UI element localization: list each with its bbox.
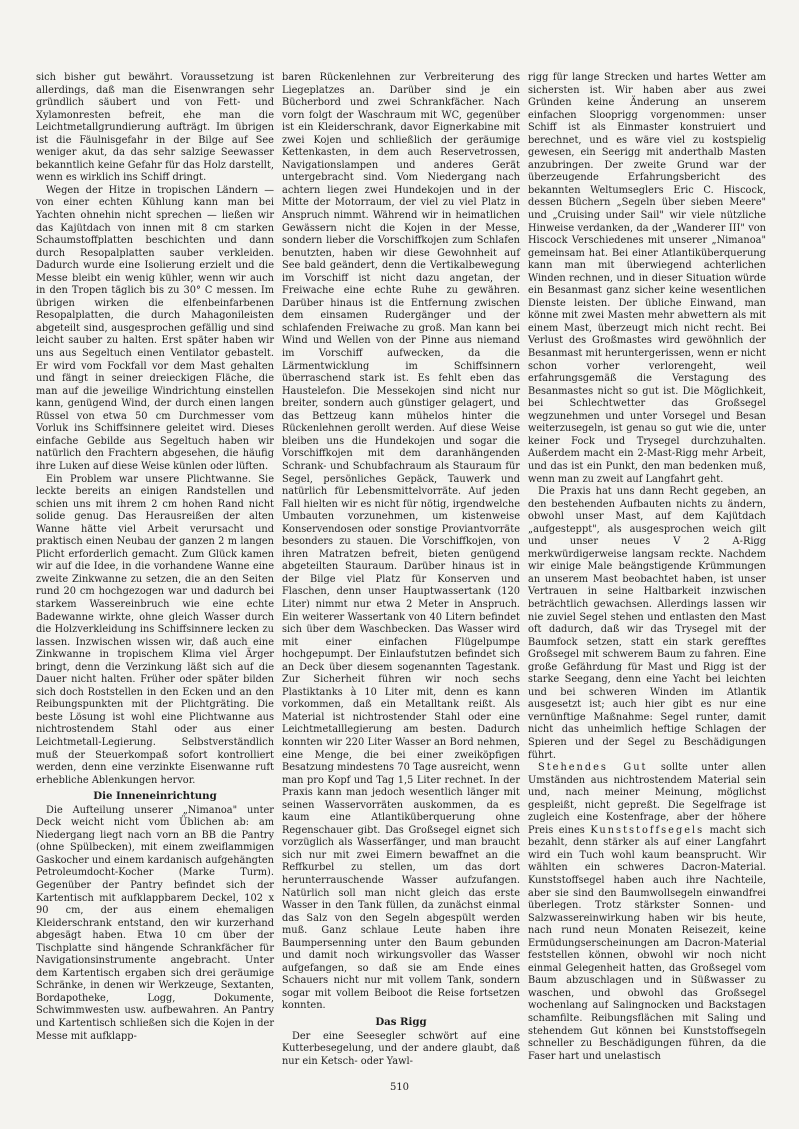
section-heading-rigg: Das Rigg: [375, 1016, 427, 1029]
paragraph: rigg für lange Strecken und hartes Wetter am sichersten ist. Wir haben aber aus zwei Gründen keine Änderung an unserem einfachen Slooprigg vorgenommen: unser Schiff ist als Einmaster konstruiert und berechnet, und es wäre viel zu kostspielig gewesen, ein Seerigg mit anderthalb Masten anzubringen. Der zweite Grund war der überzeugende Erfahrungsbericht des bekannten Weltumseglers Eric C. Hiscock, dessen Büchern „Segeln über sieben Meere" und „Cruising under Sail" wir viele nützliche Hinweise verdanken, da der „Wanderer III" von Hiscock Verschiedenes mit unserer „Nimanoa" gemeinsam hat. Bei einer Atlantiküberquerung kann man mit überwiegend achterlichen Winden rechnen, und in dieser Situation würde ein Besanmast ganz sicher keine wesentlichen Dienste leisten. Der übliche Einwand, man könne mit zwei Masten mehr abwettern als mit einem Mast, überzeugt mich nicht recht. Bei Verlust des Großmastes wird gewöhnlich der Besanmast mit heruntergerissen, wenn er nicht schon vorher verlorengeht, weil erfahrungsgemäß die Verstagung des Besanmastes nicht so gut ist. Die Möglichkeit, bei Schlechtwetter das Großsegel wegzunehmen und unter Vorsegel und Besan weiterzusegeln, ist genau so gut wie die, unter keiner Fock und Trysegel durchzuhalten. Außerdem macht ein 2-Mast-Rigg mehr Arbeit, und das ist ein Punkt, den man bedenken muß, wenn man zu zweit auf Langfahrt geht.: [528, 72, 766, 485]
text-run: sollte unter allen Umständen aus nichtrostendem Material sein und, nach meiner Meinung, möglichst gespleißt, nicht gepreßt. Die Segelfrage ist zugleich eine Kostenfrage, aber der höhere Preis eines: [528, 762, 766, 836]
paragraph: Wegen der Hitze in tropischen Ländern — von einer echten Kühlung kann man bei Yachten ohnehin nicht sprechen — ließen wir das Kajütdach von innen mit 8 cm starken Schaumstoffplatten beschichten und dann durch Resopalplatten sauber verkleiden. Dadurch wurde eine Isolierung erzielt und die Messe bleibt ein wenig kühler, wenn wir auch in den Tropen täglich bis zu 30° C messen. Im übrigen wirken die elfenbeinfarbenen Resopalplatten, die durch Mahagonileisten abgeteilt sind, ausgesprochen gefällig und sind leicht sauber zu halten. Erst später haben wir uns aus Segeltuch einen Ventilator gebastelt. Er wird vom Fockfall vor dem Mast gehalten und fängt in seiner dreieckigen Fläche, die man auf die jeweilige Windrichtung einstellen kann, genügend Wind, der durch einen langen Rüssel von etwa 50 cm Durchmesser vom Vorluk ins Schiffsinnere geleitet wird. Dieses einfache Gebilde aus Segeltuch haben wir natürlich den Frachtern abgesehen, die häufig ihre Luken auf diese Weise künlen oder lüften.: [36, 184, 274, 472]
text-run: macht sich bezahlt, denn stärker als auf einer Langfahrt wird ein Tuch wohl kaum beansprucht. Wir wählten ein schweres Dacron-Material. Kunststoffsegel haben auch ihre Nachteile, aber sie sind den Baumwollsegeln einwandfrei überlegen. Trotz stärkster Sonnen- und Salzwassereinwirkung haben wir bis heute, nach rund neun Monaten Reisezeit, keine Ermüdungserscheinungen am Dacron-Material feststellen können, obwohl wir noch nicht einmal Gelegenheit hatten, das Großsegel vom Baum abzuschlagen und in Süßwasser zu waschen, und obwohl das Großsegel wochenlang auf Salingnocken und Backstagen schamfilte. Reibungsflächen mit Saling und stehendem Gut können bei Kunststoffsegeln schneller zu Beschädigungen führen, da die Faser hart und unelastisch: [528, 824, 766, 1062]
paragraph: sich bisher gut bewährt. Voraussetzung ist allerdings, daß man die Eisenwrangen sehr gründlich säubert und von Fett- und Xylamonresten befreit, ehe man die Leichtmetallgrundierung aufträgt. Im übrigen ist die Fäulnisgefahr in der Bilge auf See weniger akut, da das sehr salzige Seewasser bekanntlich keine Gefahr für das Holz darstellt, wenn es wirklich ins Schiff dringt.: [36, 72, 274, 184]
paragraph: Ein Problem war unsere Plichtwanne. Sie leckte bereits an einigen Randstellen und schien uns mit ihrem 2 cm hohen Rand nicht solide genug. Das Herausreißen der alten Wanne hätte viel Arbeit verursacht und praktisch einen Neubau der ganzen 2 m langen Plicht erforderlich gemacht. Zum Glück kamen wir auf die Idee, in die vorhandene Wanne eine zweite Zinkwanne zu setzen, die an den Seiten rund 20 cm hochgezogen war und dadurch bei starkem Wassereinbruch wie eine echte Badewanne wirkte, ohne gleich Wasser durch die Holzverkleidung ins Schiffsinnere lecken zu lassen. Inzwischen wissen wir, daß auch eine Zinkwanne in tropischem Klima viel Ärger bringt, denn die Verzinkung läßt sich auf die Dauer nicht halten. Früher oder später bilden sich doch Roststellen in den Ecken und an den Reibungspunkten mit der Plichtgräting. Die beste Lösung ist wohl eine Plichtwanne aus nichtrostendem Stahl oder aus einer Leichtmetall-Legierung. Selbstverständlich muß der Steuerkompaß sofort kontrolliert werden, denn eine verzinkte Eisenwanne ruft erhebliche Ablenkungen hervor.: [36, 473, 274, 786]
column-3: [528, 72, 766, 1063]
page-number: 510: [389, 1082, 410, 1093]
paragraph: Die Aufteilung unserer „Nimanoa" unter Deck weicht nicht vom Üblichen ab: am Niedergang liegt nach vorn an BB die Pantry (ohne Spülbecken), mit einem zweiflammigen Gaskocher und einem kardanisch aufgehängten Petroleumdocht-Kocher (Marke Turm). Gegenüber der Pantry befindet sich der Kartentisch mit aufklappbarem Deckel, 102 x 90 cm, der aus einem ehemaligen Kleiderschrank entstand, den wir kurzerhand abgesägt haben. Etwa 10 cm über der Tischplatte sind hängende Schrankfächer für Navigationsinstrumente angebracht. Unter dem Kartentisch ergaben sich drei geräumige Schränke, in denen wir Werkzeuge, Sextanten, Bordapotheke, Logg, Dokumente, Schwimmwesten usw. aufbewahren. An Pantry und Kartentisch schließen sich die Kojen in der Messe mit aufklapp-: [36, 804, 274, 1042]
column-1: [36, 72, 274, 1043]
paragraph: Der eine Seesegler schwört auf eine Kutterbesegelung, und der andere glaubt, daß nur ein Ketsch- oder Yawl-: [282, 1030, 520, 1067]
paragraph: [528, 762, 766, 1063]
paragraph: Die Praxis hat uns dann Recht gegeben, an den bestehenden Aufbauten nichts zu ändern, obwohl unser Mast, auf dem Kajütdach „aufgesteppt", als ausgesprochen weich gilt und unser neues V 2 A-Rigg merkwürdigerweise langsam reckte. Nachdem wir einige Male beängstigende Krümmungen an unserem Mast beobachtet haben, ist unser Vertrauen in seine Haltbarkeit inzwischen beträchtlich gewachsen. Allerdings lassen wir nie zuviel Segel stehen und entlasten den Mast oft dadurch, daß wir das Trysegel mit der Baumfock setzen, statt ein stark gerefftes Großsegel mit schwerem Baum zu fahren. Eine große Gefährdung für Mast und Rigg ist der starke Seegang, denn eine Yacht bei leichten und bei schweren Winden im Atlantik ausgesetzt ist; auch hier gibt es nur eine vernünftige Maßnahme: Segel runter, damit nicht das unheimlich heftige Schlagen der Spieren und der Segel zu Beschädigungen führt.: [528, 486, 766, 761]
paragraph: baren Rückenlehnen zur Verbreiterung des Liegeplatzes an. Darüber sind je ein Bücherbord und zwei Schrankfächer. Nach vorn folgt der Waschraum mit WC, gegenüber ist ein Kleiderschrank, davor Eignerkabine mit zwei Kojen und schließlich der geräumige Kettenkasten, in dem auch Reservetrossen, Navigationslampen und anderes Gerät untergebracht sind. Vom Niedergang nach achtern liegen zwei Hundekojen und in der Mitte der Motorraum, der viel zu viel Platz in Anspruch nimmt. Während wir in heimatlichen Gewässern nicht die Kojen in der Messe, sondern lieber die Vorschiffkojen zum Schlafen benutzten, haben wir diese Gewohnheit auf See bald geändert, denn die Vertikalbewegung im Vorschiff ist nicht dazu angetan, der Freiwache eine echte Ruhe zu gewähren. Darüber hinaus ist die Entfernung zwischen dem einsamen Rudergänger und der schlafenden Freiwache zu groß. Man kann bei Wind und Wellen von der Pinne aus niemand im Vorschiff aufwecken, da die Lärmentwicklung im Schiffsinnern überraschend stark ist. Es fehlt eben das Haustelefon. Die Messekojen sind nicht nur breiter, sondern auch günstiger gelagert, und das Bettzeug kann mühelos hinter die Rückenlehnen gerollt werden. Auf diese Weise bleiben uns die Hundekojen und sogar die Vorschiffkojen mit dem daranhängenden Schrank- und Schubfachraum als Stauraum für Segel, persönliches Gepäck, Tauwerk und natürlich für Lebensmittelvorräte. Auf jeden Fall hielten wir es nicht für nötig, irgendwelche Umbauten vorzunehmen, um kistenweise Konservendosen oder sonstige Proviantvorräte besonders zu stauen. Die Vorschiffkojen, von ihren Matratzen befreit, bieten genügend abgeteilten Stauraum. Darüber hinaus ist in der Bilge viel Platz für Konserven und Flaschen, denn unser Hauptwassertank (120 Liter) nimmt nur etwa 2 Meter in Anspruch. Ein weiterer Wassertank von 40 Litern befindet sich über dem Waschbecken. Das Wasser wird mit einer einfachen Flügelpumpe hochgepumpt. Der Einlaufstutzen befindet sich an Deck über diesem sogenannten Tagestank. Zur Sicherheit führen wir noch sechs Plastiktanks à 10 Liter mit, denn es kann vorkommen, daß ein Metalltank reißt. Als Material ist nichtrostender Stahl oder eine Leichtmetalllegierung am besten. Dadurch konnten wir 220 Liter Wasser an Bord nehmen, eine Menge, die bei einer zweiköpfigen Besatzung mindestens 70 Tage ausreicht, wenn man pro Kopf und Tag 1,5 Liter rechnet. In der Praxis kann man jedoch wesentlich länger mit seinen Wasservorräten auskommen, da es kaum eine Atlantiküberquerung ohne Regenschauer gibt. Das Großsegel eignet sich vorzüglich als Wasserfänger, und man braucht sich nur mit zwei Eimern bewaffnet an die Reffkurbel zu stellen, um das dort herunterrauschende Wasser aufzufangen. Natürlich soll man nicht gleich das erste Wasser in den Tank füllen, da zunächst einmal das Salz von den Segeln abgespült werden muß. Ganz schlaue Leute haben ihre Baumpersenning unter den Baum gebunden und damit noch wirkungsvoller das Wasser aufgefangen, so daß sie am Ende eines Schauers nicht nur mit vollem Tank, sondern sogar mit vollem Beiboot die Reise fortsetzen konnten.: [282, 72, 520, 1012]
spaced-lead-term: Stehendes Gut: [538, 762, 648, 774]
spaced-term: Kunststoffsegels: [590, 824, 705, 836]
section-heading-interior: Die Inneneinrichtung: [93, 790, 217, 803]
column-2: [282, 72, 520, 1068]
